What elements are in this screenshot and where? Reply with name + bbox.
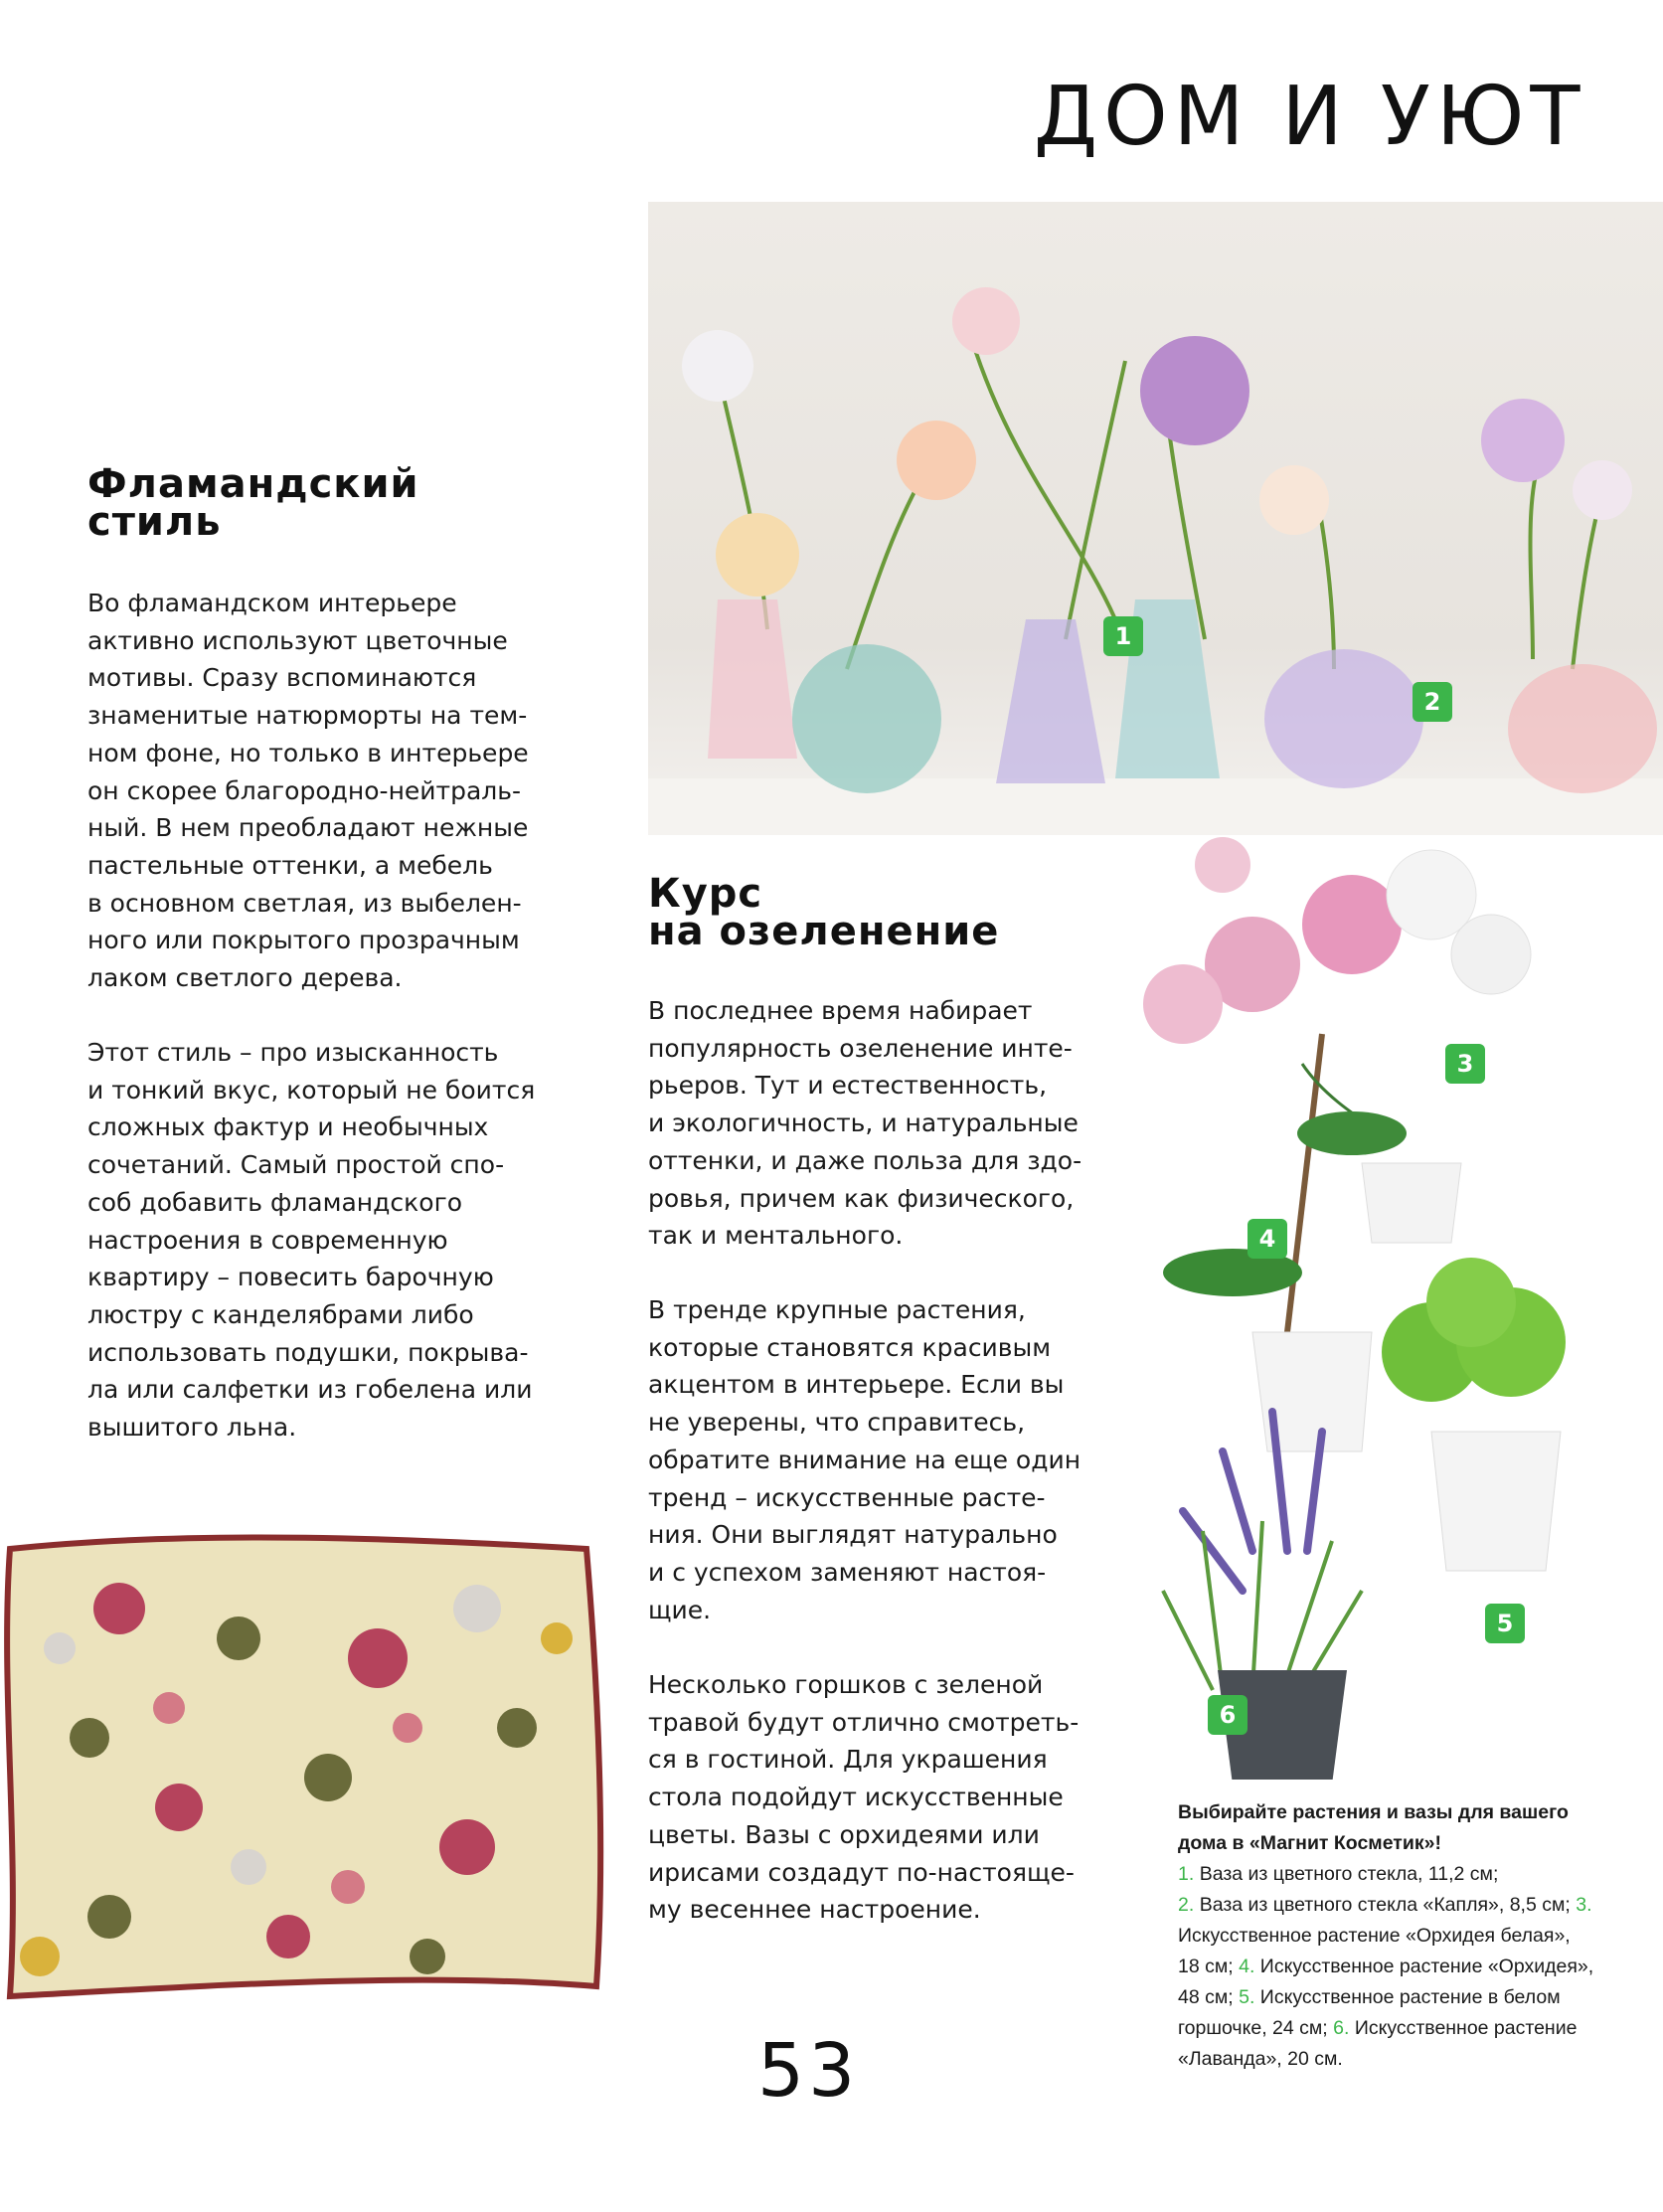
badge-1: 1 (1103, 616, 1143, 656)
caption-text-3: Искусственное растение «Орхидея белая», 18 см; (1178, 1925, 1571, 1977)
flemish-heading (87, 461, 584, 545)
badge-6: 6 (1208, 1695, 1247, 1735)
greening-heading (648, 871, 1105, 954)
greening-paragraph-1: В последнее время набирает популярность озеленение инте- рьеров. Тут и естественность, и экологичность, и натуральные оттенки, и даже польза для здо- ровья, причем как физического, так и ментального. (648, 996, 1082, 1251)
caption-num-3: 3. (1576, 1894, 1592, 1916)
caption-text-2: Ваза из цветного стекла «Капля», 8,5 см; (1199, 1894, 1571, 1916)
badge-3: 3 (1445, 1044, 1485, 1084)
caption-item-1 (1178, 1863, 1498, 1885)
plants-illustration (1103, 835, 1663, 1780)
page-number: 53 (757, 2028, 860, 2114)
greening-heading-line1: Курс (648, 871, 763, 917)
caption-items (1178, 1859, 1595, 2075)
product-caption (1178, 1797, 1595, 2075)
flemish-heading-line2: стиль (87, 499, 222, 545)
caption-intro: Выбирайте растения и вазы для вашего дома в «Магнит Косметик»! (1178, 1801, 1569, 1854)
caption-text-5: Искусственное растение в белом горшочке, 24 см; (1178, 1986, 1561, 2039)
caption-num-4: 4. (1239, 1956, 1255, 1977)
plants-photo (1103, 835, 1663, 1780)
greening-heading-line2: на озеленение (648, 909, 1000, 954)
flemish-paragraph-2: Этот стиль – про изысканность и тонкий вкус, который не боится сложных фактур и необычных сочетаний. Самый простой спо- соб добавить фламандского настроения в современную квартиру – повесить барочную люстру с канделябрами либо использовать подушки, покрыва- ла или салфетки из гобелена или вышитого льна. (87, 1038, 536, 1443)
vases-illustration (648, 202, 1663, 835)
caption-num-1: 1. (1178, 1863, 1195, 1885)
flemish-paragraph-1: Во фламандском интерьере активно используют цветочные мотивы. Сразу вспоминаются знаменитые натюрморты на тем- ном фоне, но только в интерьере он скорее благородно-нейтраль- ный. В нем преобладают нежные пастельные оттенки, а мебель в основном светлая, из выбелен- ного или покрытого прозрачным лаком светлого дерева. (87, 589, 529, 993)
caption-text-4: Искусственное растение «Орхидея», 48 см; (1178, 1956, 1594, 2008)
greening-paragraph-2: В тренде крупные растения, которые становятся красивым акцентом в интерьере. Если вы не уверены, что справитесь, обратите внимание на еще один тренд – искусственные расте- ния. Они выглядят натурально и с успехом заменяют настоя- щие. (648, 1295, 1081, 1624)
caption-num-5: 5. (1239, 1986, 1255, 2008)
badge-4: 4 (1247, 1219, 1287, 1259)
pillow-photo (0, 1519, 616, 2016)
badge-5: 5 (1485, 1604, 1525, 1643)
greening-paragraph-3: Несколько горшков с зеленой травой будут отлично смотреть- ся в гостиной. Для украшения стола подойдут искусственные цветы. Вазы с орхидеями или ирисами создадут по-настояще- му весеннее настроение. (648, 1670, 1080, 1925)
badge-2: 2 (1413, 682, 1452, 722)
pillow-illustration (0, 1519, 616, 2016)
caption-item-2 (1178, 1894, 1571, 1916)
flemish-heading-line1: Фламандский (87, 461, 419, 507)
caption-text-1: Ваза из цветного стекла, 11,2 см; (1199, 1863, 1499, 1885)
caption-num-2: 2. (1178, 1894, 1195, 1916)
section-title: ДОМ И УЮТ (1034, 70, 1586, 164)
vases-photo (648, 202, 1663, 835)
caption-text-6: Искусственное растение «Лаванда», 20 см. (1178, 2017, 1578, 2070)
caption-num-6: 6. (1333, 2017, 1350, 2039)
